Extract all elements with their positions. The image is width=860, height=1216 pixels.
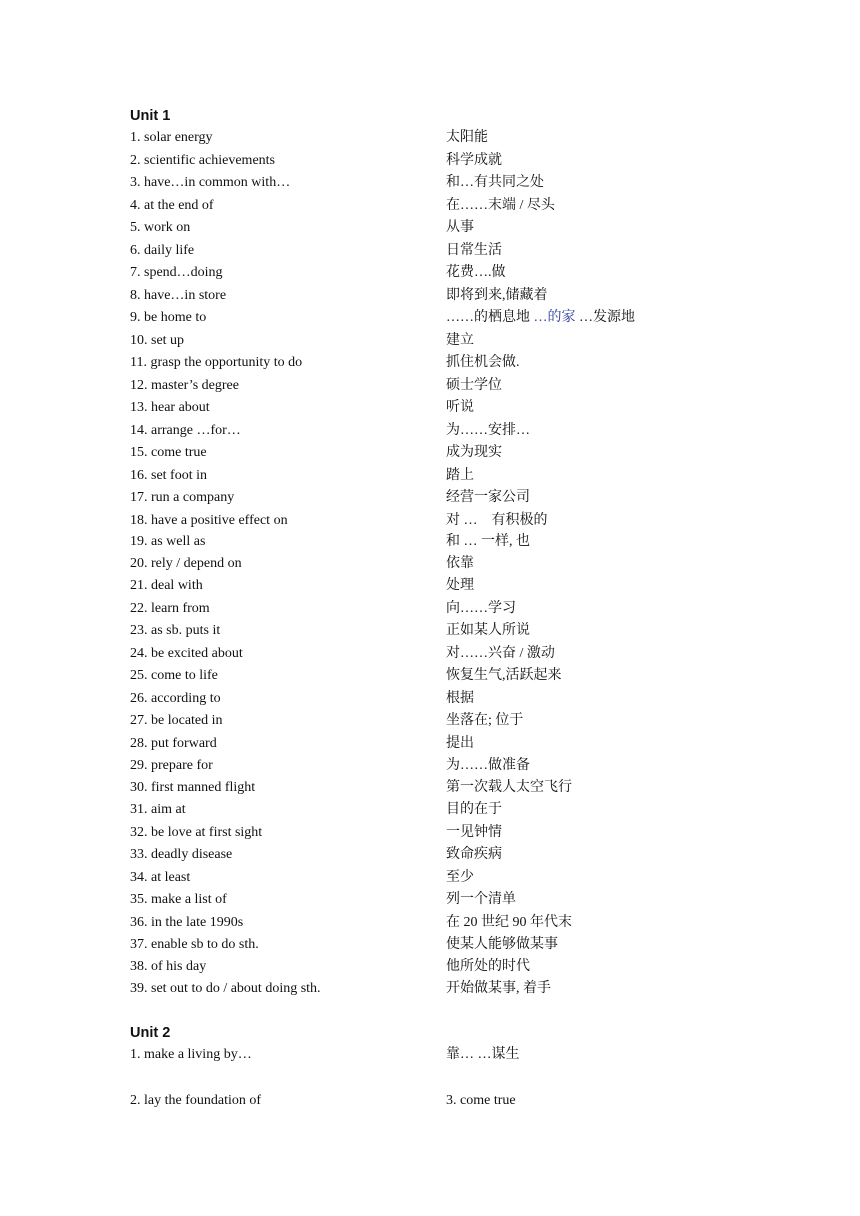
list-item <box>130 710 730 732</box>
chinese-meaning: 日常生活 <box>446 242 502 258</box>
list-item <box>130 150 730 172</box>
english-phrase: 10. set up <box>130 332 185 348</box>
english-phrase: 1. solar energy <box>130 130 213 145</box>
meaning-part: …发源地 <box>575 310 635 325</box>
chinese-meaning: 踏上 <box>446 467 474 483</box>
list-item <box>130 620 730 642</box>
english-phrase: 1. make a living by… <box>130 1047 252 1062</box>
chinese-meaning: 处理 <box>446 578 474 593</box>
chinese-meaning: 目的在于 <box>446 802 502 817</box>
english-phrase: 22. learn from <box>130 600 210 616</box>
english-phrase: 36. in the late 1990s <box>130 914 244 930</box>
list-item <box>130 799 730 821</box>
chinese-meaning: 对 … 有积极的 <box>446 512 548 528</box>
list-item <box>130 733 730 755</box>
list-item <box>130 375 730 397</box>
list-item <box>130 844 730 866</box>
english-phrase: 39. set out to do / about doing sth. <box>130 981 321 996</box>
chinese-meaning: 第一次载人太空飞行 <box>446 779 572 795</box>
english-phrase: 13. hear about <box>130 400 210 415</box>
list-item <box>130 465 730 487</box>
english-phrase: 8. have…in store <box>130 287 227 303</box>
english-phrase: 4. at the end of <box>130 197 214 213</box>
english-phrase: 32. be love at first sight <box>130 824 263 840</box>
english-phrase: 2. scientific achievements <box>130 152 275 168</box>
chinese-meaning: 一见钟情 <box>446 824 502 840</box>
list-item <box>130 285 730 307</box>
list-item <box>130 665 730 687</box>
chinese-meaning: 从事 <box>446 220 474 235</box>
english-phrase: 25. come to life <box>130 668 218 683</box>
list-item <box>130 262 730 284</box>
english-phrase: 9. be home to <box>130 310 207 325</box>
chinese-meaning: 他所处的时代 <box>446 958 530 974</box>
list-item <box>130 889 730 911</box>
list-item <box>130 330 730 352</box>
chinese-meaning: 硕士学位 <box>446 377 502 393</box>
english-phrase: 16. set foot in <box>130 467 207 483</box>
chinese-meaning: 列一个清单 <box>446 892 516 907</box>
english-phrase: 5. work on <box>130 220 191 235</box>
english-phrase: 37. enable sb to do sth. <box>130 936 259 952</box>
unit-2-title: Unit 2 <box>130 1025 171 1041</box>
english-phrase: 21. deal with <box>130 578 203 593</box>
unit-1-title: Unit 1 <box>130 108 171 124</box>
chinese-meaning: 恢复生气,活跃起来 <box>446 668 562 683</box>
list-item <box>130 755 730 777</box>
list-item <box>130 867 730 889</box>
chinese-meaning: 科学成就 <box>446 152 502 168</box>
chinese-meaning: 抓住机会做. <box>446 355 520 370</box>
english-phrase: 18. have a positive effect on <box>130 512 288 528</box>
list-item <box>130 442 730 464</box>
chinese-meaning: 即将到来,储藏着 <box>446 287 548 303</box>
chinese-meaning: 在 20 世纪 90 年代末 <box>446 914 572 930</box>
english-phrase: 24. be excited about <box>130 645 243 661</box>
list-item <box>130 510 730 532</box>
english-phrase: 11. grasp the opportunity to do <box>130 355 303 370</box>
chinese-meaning: 和…有共同之处 <box>446 175 544 190</box>
chinese-meaning: 使某人能够做某事 <box>446 936 558 952</box>
english-phrase: 31. aim at <box>130 802 186 817</box>
english-phrase: 6. daily life <box>130 242 195 258</box>
list-item <box>130 487 730 509</box>
list-item <box>130 195 730 217</box>
chinese-meaning: 提出 <box>446 735 474 751</box>
english-phrase: 29. prepare for <box>130 757 213 773</box>
list-item <box>130 240 730 262</box>
chinese-meaning: 经营一家公司 <box>446 490 530 505</box>
chinese-meaning: 靠… …谋生 <box>446 1047 520 1062</box>
english-phrase: 28. put forward <box>130 735 217 751</box>
chinese-meaning: 向……学习 <box>446 600 516 616</box>
chinese-meaning: 坐落在; 位于 <box>446 713 524 728</box>
english-phrase: 38. of his day <box>130 958 207 974</box>
chinese-meaning: 开始做某事, 着手 <box>446 981 551 996</box>
chinese-meaning: 听说 <box>446 400 474 415</box>
chinese-meaning: 在……末端 / 尽头 <box>446 197 555 213</box>
list-item <box>130 352 730 374</box>
chinese-meaning <box>446 307 635 329</box>
list-item <box>130 307 730 329</box>
english-phrase: 23. as sb. puts it <box>130 623 221 638</box>
english-phrase: 7. spend…doing <box>130 265 223 280</box>
english-phrase: 19. as well as <box>130 533 206 549</box>
chinese-meaning: 对……兴奋 / 激动 <box>446 645 555 661</box>
english-phrase: 35. make a list of <box>130 892 227 907</box>
english-phrase: 20. rely / depend on <box>130 555 242 571</box>
english-phrase: 27. be located in <box>130 713 223 728</box>
english-phrase: 3. have…in common with… <box>130 175 291 190</box>
english-phrase: 33. deadly disease <box>130 847 233 862</box>
list-item <box>130 688 730 710</box>
chinese-meaning: 致命疾病 <box>446 847 502 862</box>
chinese-meaning: 根据 <box>446 690 474 706</box>
chinese-meaning: 至少 <box>446 869 474 885</box>
list-item <box>130 397 730 419</box>
chinese-meaning: 依靠 <box>446 555 474 571</box>
chinese-meaning: 为……做准备 <box>446 757 530 773</box>
list-item <box>130 1090 730 1112</box>
list-item <box>130 822 730 844</box>
chinese-meaning: 太阳能 <box>446 130 488 145</box>
list-item <box>130 127 730 149</box>
list-item <box>130 172 730 194</box>
english-phrase: 2. lay the foundation of <box>130 1093 262 1108</box>
chinese-meaning: 3. come true <box>446 1093 516 1108</box>
list-item <box>130 912 730 934</box>
list-item <box>130 420 730 442</box>
english-phrase: 12. master’s degree <box>130 377 239 393</box>
list-item <box>130 777 730 799</box>
meaning-part: ……的栖息地 <box>446 310 534 325</box>
list-item <box>130 598 730 620</box>
english-phrase: 34. at least <box>130 869 191 885</box>
english-phrase: 26. according to <box>130 690 221 706</box>
chinese-meaning: 为……安排… <box>446 422 530 438</box>
chinese-meaning: 花费….做 <box>446 265 506 280</box>
list-item <box>130 575 730 597</box>
chinese-meaning: 和 … 一样, 也 <box>446 533 530 549</box>
list-item <box>130 217 730 239</box>
english-phrase: 14. arrange …for… <box>130 422 241 438</box>
list-item <box>130 934 730 956</box>
list-item <box>130 956 730 978</box>
list-item <box>130 978 730 1000</box>
list-item <box>130 553 730 575</box>
highlighted-meaning: …的家 <box>533 310 576 325</box>
chinese-meaning: 建立 <box>446 332 474 348</box>
chinese-meaning: 成为现实 <box>446 445 502 460</box>
english-phrase: 15. come true <box>130 445 207 460</box>
english-phrase: 30. first manned flight <box>130 779 256 795</box>
list-item <box>130 531 730 553</box>
list-item <box>130 1044 730 1066</box>
english-phrase: 17. run a company <box>130 490 235 505</box>
chinese-meaning: 正如某人所说 <box>446 623 530 638</box>
list-item <box>130 643 730 665</box>
